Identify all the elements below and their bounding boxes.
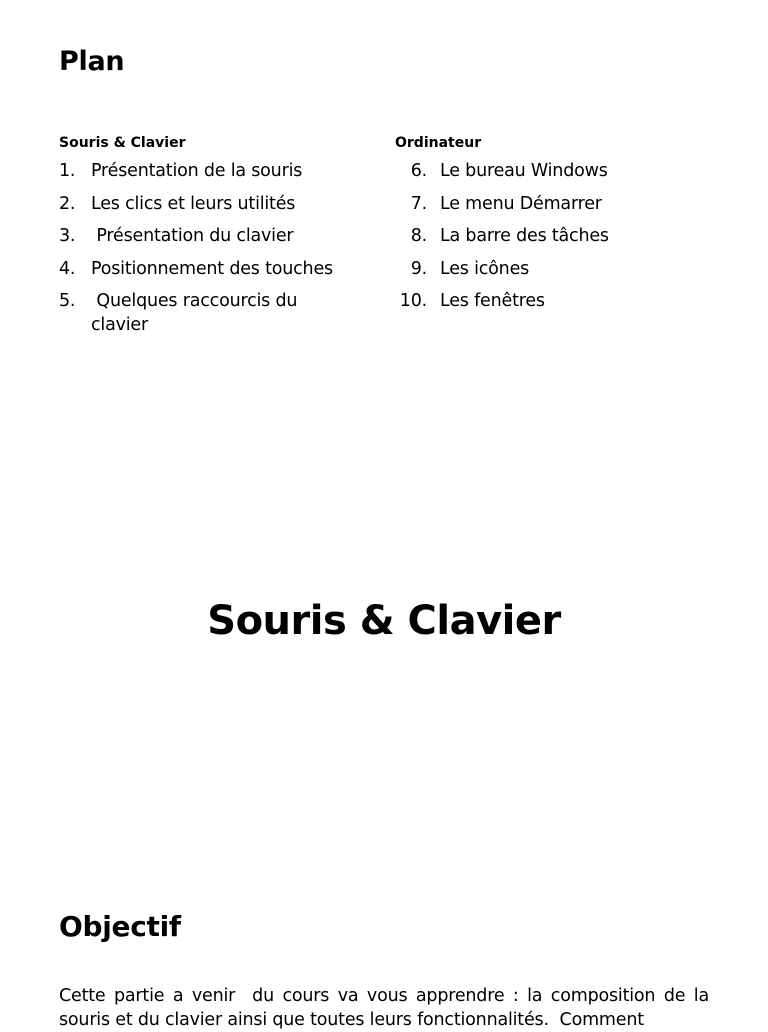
list-item-text: Le bureau Windows	[440, 161, 608, 181]
list-item-text: La barre des tâches	[440, 226, 609, 246]
list-item	[384, 257, 724, 281]
list-number: 6.	[410, 161, 427, 181]
list-number-wrap	[384, 224, 427, 248]
list-number-wrap	[384, 289, 427, 313]
list-number: 4.	[59, 258, 76, 279]
list-number: 5.	[59, 291, 76, 311]
column-heading: Ordinateur	[395, 135, 482, 151]
list-item	[384, 159, 724, 183]
plan-list-left	[59, 159, 379, 337]
list-item	[59, 289, 379, 337]
objectif-paragraph: Cette partie a venir du cours va vous apprendre : la composition de la souris et du clavier ainsi que toutes leurs fonctionnalités. Comment	[59, 986, 715, 1030]
list-item	[384, 289, 724, 313]
plan-title: Plan	[59, 46, 125, 77]
list-number-wrap	[384, 257, 427, 281]
list-item-text: Positionnement des touches	[91, 258, 333, 279]
column-heading: Souris & Clavier	[59, 135, 186, 151]
list-item-text: Les fenêtres	[440, 291, 545, 311]
list-item-text: Le menu Démarrer	[440, 193, 602, 214]
list-number: 3.	[59, 226, 76, 246]
objectif-title: Objectif	[59, 910, 181, 943]
list-item	[59, 192, 379, 216]
list-number: 7.	[410, 193, 427, 214]
list-item	[59, 159, 379, 183]
list-item-text: Présentation du clavier	[91, 226, 294, 246]
list-item	[384, 224, 724, 248]
section-title: Souris & Clavier	[207, 598, 561, 644]
list-item	[59, 224, 379, 248]
list-item	[384, 192, 724, 216]
list-item-text: Quelques raccourcis du clavier	[91, 291, 303, 335]
list-number: 1.	[59, 161, 76, 181]
list-number: 9.	[410, 258, 427, 279]
list-number: 10.	[399, 291, 427, 311]
list-item-text: Les clics et leurs utilités	[91, 193, 296, 214]
list-number: 2.	[59, 193, 76, 214]
list-number-wrap	[384, 159, 427, 183]
plan-list-right	[384, 159, 724, 313]
plan-column-souris-clavier	[59, 133, 379, 346]
list-item-text: Les icônes	[440, 258, 530, 279]
list-item	[59, 257, 379, 281]
list-number-wrap	[384, 192, 427, 216]
list-item-text: Présentation de la souris	[91, 161, 303, 181]
plan-column-ordinateur	[384, 133, 724, 322]
list-number: 8.	[410, 226, 427, 246]
